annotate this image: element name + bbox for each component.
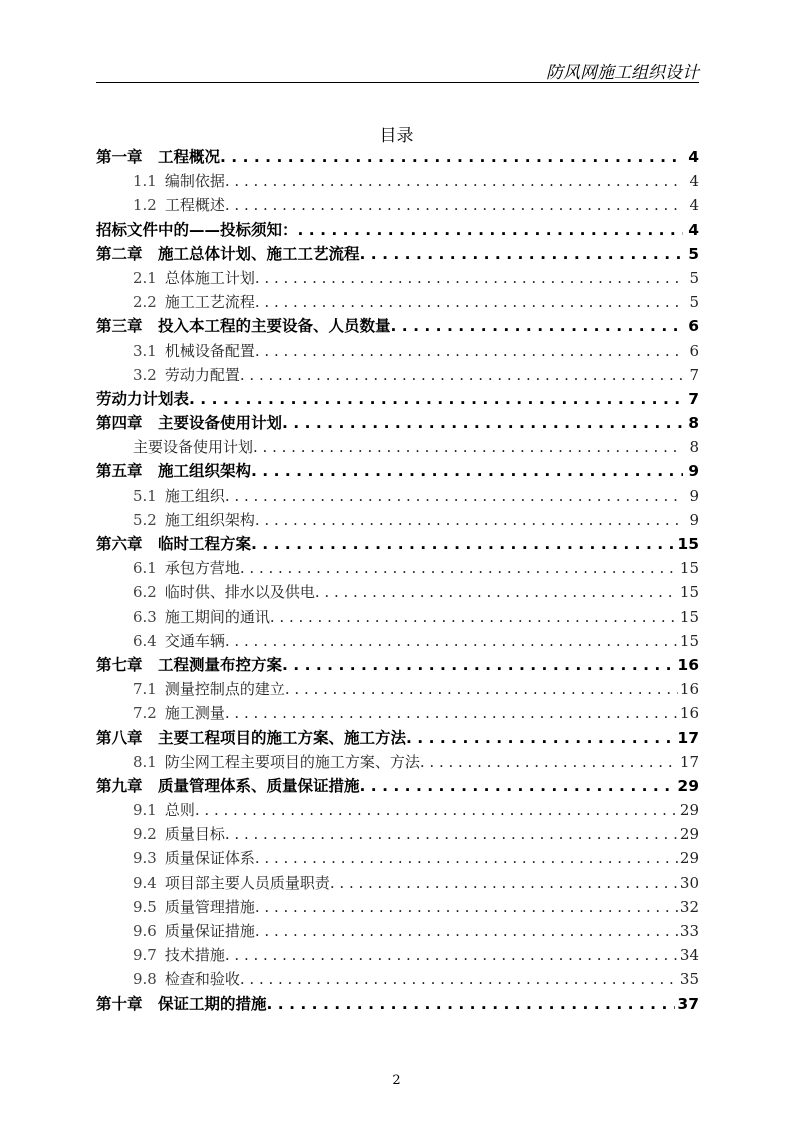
toc-entry-number: 9.7 — [133, 946, 157, 965]
toc-entry-page: 29 — [679, 849, 699, 868]
toc-entry-page: 4 — [689, 196, 699, 215]
toc-entry-label: 第三章 投入本工程的主要设备、人员数量 — [96, 317, 391, 336]
toc-dot-leader — [225, 943, 678, 967]
toc-entry-page: 37 — [677, 994, 699, 1013]
toc-chapter-entry[interactable] — [96, 145, 699, 169]
toc-entry-label: 检查和验收 — [164, 970, 240, 989]
toc-entry-label: 编制依据 — [164, 172, 225, 191]
toc-section-entry[interactable] — [96, 871, 699, 895]
toc-entry-label: 交通车辆 — [164, 631, 225, 650]
toc-chapter-entry[interactable] — [96, 653, 699, 677]
toc-section-entry[interactable] — [96, 435, 699, 459]
toc-entry-page: 9 — [688, 462, 699, 481]
toc-entry-label: 第五章 施工组织架构 — [96, 462, 252, 481]
toc-section-entry[interactable] — [96, 822, 699, 846]
toc-entry-label: 质量管理措施 — [164, 897, 255, 916]
toc-section-entry[interactable] — [96, 363, 699, 387]
toc-entry-number: 6.4 — [133, 631, 157, 650]
toc-entry-page: 8 — [688, 414, 699, 433]
toc-entry-page: 29 — [679, 825, 699, 844]
toc-entry-number: 9.1 — [133, 801, 157, 820]
toc-chapter-entry[interactable] — [96, 387, 699, 411]
toc-entry-page: 9 — [689, 486, 699, 505]
toc-entry-number: 1.1 — [133, 172, 157, 191]
toc-dot-leader — [240, 363, 683, 387]
toc-entry-label: 总体施工计划 — [164, 268, 255, 287]
toc-entry-page: 7 — [688, 389, 699, 408]
toc-entry-label: 第八章 主要工程项目的施工方案、施工方法 — [96, 728, 407, 747]
toc-dot-leader — [255, 895, 678, 919]
toc-dot-leader — [420, 750, 678, 774]
toc-entry-label: 招标文件中的——投标须知： — [96, 220, 298, 239]
toc-section-entry[interactable] — [96, 266, 699, 290]
toc-entry-label: 主要设备使用计划 — [133, 438, 254, 457]
toc-entry-page: 6 — [689, 341, 699, 360]
toc-section-entry[interactable] — [96, 580, 699, 604]
toc-dot-leader — [285, 677, 678, 701]
toc-entry-number: 8.1 — [133, 752, 157, 771]
toc-entry-label: 劳动力配置 — [164, 365, 240, 384]
toc-section-entry[interactable] — [96, 193, 699, 217]
toc-dot-leader — [220, 145, 683, 169]
toc-entry-label: 技术措施 — [164, 946, 225, 965]
toc-dot-leader — [251, 459, 683, 483]
toc-chapter-entry[interactable] — [96, 242, 699, 266]
toc-dot-leader — [225, 193, 683, 217]
toc-entry-label: 质量目标 — [164, 825, 225, 844]
page-header — [96, 58, 699, 83]
toc-chapter-entry[interactable] — [96, 459, 699, 483]
toc-entry-number: 9.4 — [133, 873, 157, 892]
toc-entry-number: 9.6 — [133, 922, 157, 940]
toc-dot-leader — [330, 871, 678, 895]
toc-entry-page: 16 — [679, 704, 699, 723]
toc-dot-leader — [282, 411, 683, 435]
toc-entry-page: 16 — [677, 655, 699, 674]
toc-entry-page: 17 — [679, 752, 699, 771]
toc-dot-leader — [282, 653, 675, 677]
toc-entry-label: 施工组织架构 — [164, 510, 255, 529]
toc-section-entry[interactable] — [96, 605, 699, 629]
toc-dot-leader — [255, 919, 678, 943]
toc-entry-page: 4 — [689, 172, 699, 191]
toc-dot-leader — [267, 992, 676, 1016]
toc-entry-label: 临时供、排水以及供电 — [164, 583, 315, 602]
toc-entry-page: 15 — [679, 607, 699, 626]
toc-entry-page: 30 — [679, 873, 699, 892]
toc-entry-page: 17 — [677, 728, 699, 747]
toc-chapter-entry[interactable] — [96, 532, 699, 556]
toc-dot-leader — [255, 508, 683, 532]
toc-entry-number: 7.1 — [133, 680, 157, 699]
toc-section-entry[interactable] — [96, 895, 699, 919]
toc-entry-page: 15 — [677, 535, 699, 553]
toc-entry-page: 16 — [679, 680, 699, 699]
toc-entry-label: 工程概述 — [164, 196, 225, 215]
toc-section-entry[interactable] — [96, 798, 699, 822]
toc-dot-leader — [255, 266, 683, 290]
toc-section-entry[interactable] — [96, 629, 699, 653]
toc-entry-number: 9.2 — [133, 825, 157, 844]
toc-entry-label: 机械设备配置 — [164, 341, 255, 360]
toc-entry-number: 2.1 — [133, 268, 157, 287]
toc-section-entry[interactable] — [96, 967, 699, 991]
toc-entry-page: 5 — [689, 293, 699, 312]
toc-entry-number: 1.2 — [133, 196, 157, 215]
toc-entry-label: 劳动力计划表 — [96, 389, 190, 408]
toc-chapter-entry[interactable] — [96, 992, 699, 1016]
toc-entry-page: 4 — [688, 220, 699, 239]
toc-section-entry[interactable] — [96, 169, 699, 193]
toc-title: 目录 — [379, 126, 414, 146]
toc-entry-page: 29 — [677, 776, 699, 795]
toc-entry-page: 33 — [679, 922, 699, 940]
toc-entry-label: 承包方营地 — [164, 559, 240, 578]
toc-entry-number: 3.2 — [133, 365, 157, 384]
toc-section-entry[interactable] — [96, 919, 699, 943]
toc-dot-leader — [360, 242, 683, 266]
toc-section-entry[interactable] — [96, 846, 699, 870]
toc-entry-label: 第六章 临时工程方案 — [96, 535, 252, 553]
toc-dot-leader — [225, 822, 678, 846]
toc-section-entry[interactable] — [96, 677, 699, 701]
toc-dot-leader — [225, 169, 683, 193]
toc-section-entry[interactable] — [96, 484, 699, 508]
toc-dot-leader — [253, 435, 683, 459]
toc-dot-leader — [195, 798, 678, 822]
toc-dot-leader — [406, 726, 675, 750]
toc-entry-number: 6.3 — [133, 607, 157, 626]
toc-section-entry[interactable] — [96, 290, 699, 314]
toc-chapter-entry[interactable] — [96, 774, 699, 798]
toc-entry-number: 3.1 — [133, 341, 157, 360]
toc-dot-leader — [240, 556, 678, 580]
toc-chapter-entry[interactable] — [96, 726, 699, 750]
toc-entry-number: 6.1 — [133, 559, 157, 578]
toc-dot-leader — [391, 314, 683, 338]
toc-entry-label: 第二章 施工总体计划、施工工艺流程 — [96, 244, 360, 263]
toc-entry-number: 7.2 — [133, 704, 157, 723]
toc-dot-leader — [225, 484, 683, 508]
toc-entry-label: 防尘网工程主要项目的施工方案、方法 — [164, 752, 420, 771]
toc-entry-label: 第十章 保证工期的措施 — [96, 994, 267, 1013]
toc-entry-page: 6 — [688, 317, 699, 336]
toc-entry-label: 质量保证体系 — [164, 849, 255, 868]
page-number: 2 — [392, 1073, 401, 1088]
toc-entry-page: 7 — [689, 365, 699, 384]
toc-entry-label: 第四章 主要设备使用计划 — [96, 414, 283, 433]
toc-entry-number: 9.3 — [133, 849, 157, 868]
toc-chapter-entry[interactable] — [96, 411, 699, 435]
toc-dot-leader — [255, 290, 683, 314]
toc-entry-label: 质量保证措施 — [164, 922, 255, 940]
toc-entry-label: 第七章 工程测量布控方案 — [96, 655, 283, 674]
toc-entry-page: 15 — [679, 559, 699, 578]
toc-section-entry[interactable] — [96, 556, 699, 580]
toc-entry-page: 4 — [688, 148, 699, 166]
toc-dot-leader — [251, 532, 675, 556]
table-of-contents — [96, 145, 699, 1016]
toc-chapter-entry[interactable] — [96, 218, 699, 242]
toc-chapter-entry[interactable] — [96, 314, 699, 338]
toc-entry-label: 施工期间的通讯 — [164, 607, 270, 626]
toc-entry-number: 5.1 — [133, 486, 157, 505]
toc-entry-label: 施工测量 — [164, 704, 225, 723]
toc-dot-leader — [225, 701, 678, 725]
toc-entry-number: 5.2 — [133, 510, 157, 529]
toc-entry-label: 总则 — [164, 801, 195, 820]
toc-entry-label: 第一章 工程概况 — [96, 148, 221, 166]
toc-entry-number: 2.2 — [133, 293, 157, 312]
toc-dot-leader — [315, 580, 678, 604]
toc-dot-leader — [240, 967, 678, 991]
toc-section-entry[interactable] — [96, 943, 699, 967]
toc-dot-leader — [189, 387, 683, 411]
toc-entry-label: 施工组织 — [164, 486, 225, 505]
header-title: 防风网施工组织设计 — [546, 63, 699, 83]
toc-entry-page: 5 — [689, 268, 699, 287]
toc-dot-leader — [225, 629, 678, 653]
toc-entry-number: 6.2 — [133, 583, 157, 602]
toc-entry-number: 9.5 — [133, 897, 157, 916]
toc-entry-page: 15 — [679, 631, 699, 650]
toc-entry-number: 9.8 — [133, 970, 157, 989]
toc-dot-leader — [298, 218, 683, 242]
toc-entry-page: 9 — [689, 510, 699, 529]
toc-dot-leader — [255, 846, 678, 870]
toc-entry-page: 15 — [679, 583, 699, 602]
toc-section-entry[interactable] — [96, 339, 699, 363]
toc-entry-page: 8 — [689, 438, 699, 457]
toc-entry-page: 5 — [688, 244, 699, 263]
toc-entry-page: 29 — [679, 801, 699, 820]
toc-entry-label: 项目部主要人员质量职责 — [164, 873, 330, 892]
toc-section-entry[interactable] — [96, 701, 699, 725]
toc-dot-leader — [255, 339, 683, 363]
toc-entry-label: 测量控制点的建立 — [164, 680, 285, 699]
toc-entry-page: 34 — [679, 946, 699, 965]
toc-dot-leader — [270, 605, 678, 629]
toc-entry-label: 第九章 质量管理体系、质量保证措施 — [96, 776, 360, 795]
toc-dot-leader — [360, 774, 676, 798]
toc-section-entry[interactable] — [96, 508, 699, 532]
toc-entry-page: 35 — [679, 970, 699, 989]
toc-entry-label: 施工工艺流程 — [164, 293, 255, 312]
toc-section-entry[interactable] — [96, 750, 699, 774]
toc-entry-page: 32 — [679, 897, 699, 916]
